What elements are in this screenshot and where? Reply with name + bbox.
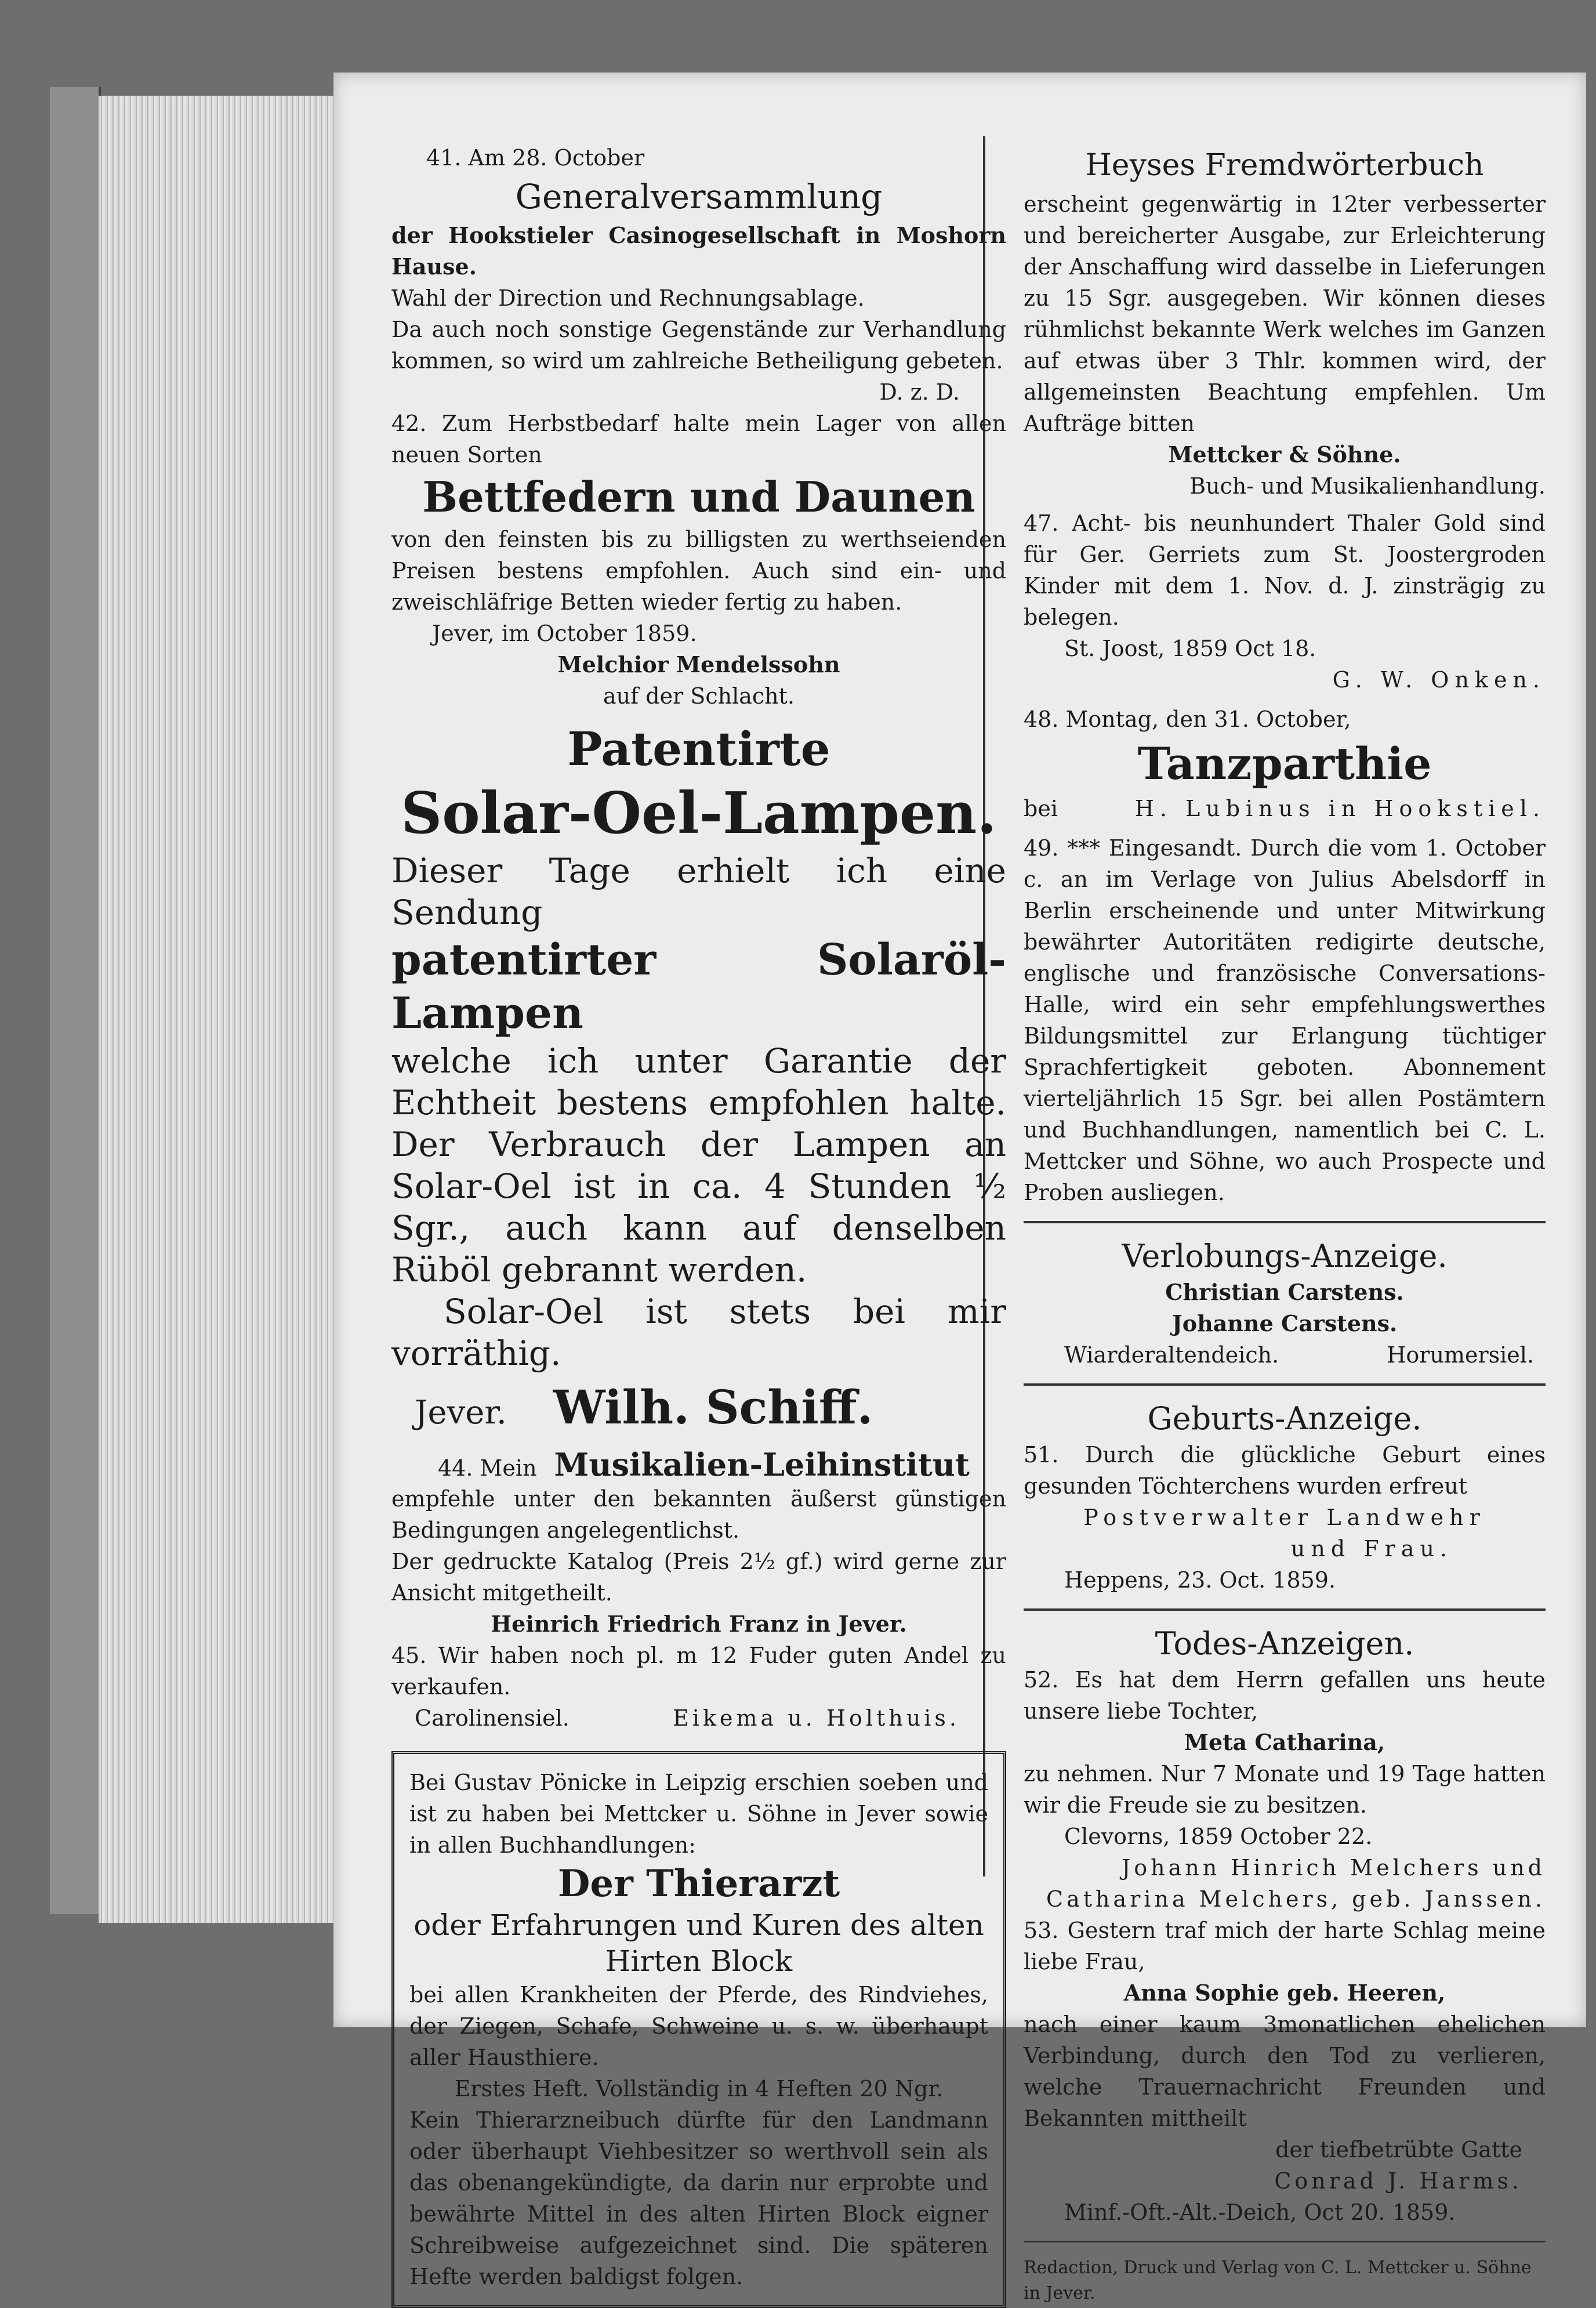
rule-2 [1024, 1383, 1546, 1386]
a41-line1: Wahl der Direction und Rechnungsablage. [391, 285, 865, 311]
a44-signature: Heinrich Friedrich Franz in Jever. [491, 1611, 907, 1637]
a53-body: 53. Gestern traf mich der harte Schlag meine liebe Frau, [1024, 1918, 1546, 1974]
a44-head: 44. Mein [438, 1455, 537, 1481]
lamp-place: Jever. [415, 1394, 507, 1432]
a53-signature: der tiefbetrübte Gatte [1275, 2137, 1522, 2162]
a44-title: Musikalien-Leihinstitut [554, 1446, 970, 1483]
box-line2: bei allen Krankheiten der Pferde, des Rindviehes, der Ziegen, Schafe, Schweine u. s. w. überhaupt aller Hausthiere. [409, 1982, 988, 2070]
a48-title: Tanzparthie [1137, 738, 1432, 789]
a47-date: St. Joost, 1859 Oct 18. [1064, 636, 1316, 661]
heyse-signature: Mettcker & Söhne. [1168, 441, 1401, 468]
book-spine [50, 87, 101, 1914]
right-column [1024, 142, 1546, 2306]
a42-signature2: auf der Schlacht. [603, 683, 795, 709]
heyse-body: erscheint gegenwärtig in 12ter verbesserter und bereicherter Ausgabe, zur Erleichterung der Anschaffung wird dasselbe in Lieferungen zu 15 Sgr. ausgegeben. Wir können dieses rühmlichst bekannte Werk welches im Ganzen auf etwas über 3 Thlr. kommen wird, der allgemeinsten Beachtung empfehlen. Um Aufträge bitten [1024, 191, 1546, 436]
box-line3: Erstes Heft. Vollständig in 4 Heften 20 Ngr. [454, 2076, 944, 2102]
a41-line2: Da auch noch sonstige Gegenstände zur Verhandlung kommen, so wird um zahlreiche Betheiligung gebeten. [391, 317, 1006, 374]
a41-title: Generalversammlung [515, 177, 883, 216]
a52-signature2: Catharina Melchers, geb. Janssen. [1046, 1886, 1546, 1912]
a42-title: Bettfedern und Daunen [422, 472, 975, 521]
lamp-line2: patentirter Solaröl-Lampen [391, 935, 1006, 1038]
lamp-line3: welche ich unter Garantie der Echtheit bestens empfohlen halte. Der Verbrauch der Lampen an Solar-Oel ist in ca. 4 Stunden ½ Sgr., auch kann auf denselben Rüböl gebrannt werden. [391, 1041, 1006, 1289]
a45-place: Carolinensiel. [415, 1705, 570, 1731]
a52-date: Clevorns, 1859 October 22. [1064, 1824, 1373, 1849]
a53-date: Minf.-Oft.-Alt.-Deich, Oct 20. 1859. [1064, 2200, 1456, 2225]
heyse-title: Heyses Fremdwörterbuch [1085, 148, 1484, 183]
a53-signature2: Conrad J. Harms. [1274, 2168, 1522, 2194]
box-line1: Bei Gustav Pönicke in Leipzig erschien soeben und ist zu haben bei Mettcker u. Söhne in Jever sowie in allen Buchhandlungen: [409, 1770, 988, 1858]
a52-body2: zu nehmen. Nur 7 Monate und 19 Tage hatten wir die Freude sie zu besitzen. [1024, 1761, 1546, 1818]
a48-bei: bei [1024, 796, 1058, 821]
left-column [391, 142, 1006, 2308]
a51-body: 51. Durch die glückliche Geburt eines gesunden Töchterchens wurden erfreut [1024, 1442, 1546, 1499]
footer-imprint: Redaction, Druck und Verlag von C. L. Mettcker u. Söhne in Jever. [1024, 2258, 1532, 2303]
verlobung-name2: Johanne Carstens. [1171, 1310, 1398, 1336]
a48-head: 48. Montag, den 31. October, [1024, 706, 1351, 732]
a48-signature: H. Lubinus in Hookstiel. [1134, 796, 1546, 821]
lamp-line1: Dieser Tage erhielt ich eine Sendung [391, 851, 1006, 932]
a53-body2: nach einer kaum 3monatlichen ehelichen Verbindung, durch den Tod zu verlieren, welche Trauernachricht Freunden und Bekannten mittheilt [1024, 2012, 1546, 2131]
a42-date: Jever, im October 1859. [432, 621, 697, 646]
box-title: Der Thierarzt [557, 1862, 840, 1905]
a53-name: Anna Sophie geb. Heeren, [1123, 1980, 1446, 2006]
a45-signature: Eikema u. Holthuis. [673, 1705, 960, 1731]
geburt-title: Geburts-Anzeige. [1147, 1400, 1422, 1437]
page-edges [99, 96, 336, 1923]
newspaper-page [333, 73, 1586, 2303]
lamp-signature: Wilh. Schiff. [553, 1380, 873, 1434]
verlobung-place2: Horumersiel. [1387, 1342, 1534, 1368]
todes-title: Todes-Anzeigen. [1155, 1625, 1414, 1662]
thierarzt-ad-box [391, 1751, 1006, 2308]
rule-3 [1024, 1608, 1546, 1611]
rule-1 [1024, 1221, 1546, 1223]
a44-line2: Der gedruckte Katalog (Preis 2½ gf.) wird gerne zur Ansicht mitgetheilt. [391, 1549, 1006, 1606]
heyse-signature2: Buch- und Musikalienhandlung. [1189, 473, 1546, 499]
a42-line2: von den feinsten bis zu billigsten zu werthseienden Preisen bestens empfohlen. Auch sind ein- und zweischläfrige Betten wieder fertig zu haben. [391, 527, 1006, 615]
a41-sub: der Hookstieler Casinogesellschaft in Moshorn Hause. [391, 222, 1006, 280]
verlobung-name1: Christian Carstens. [1165, 1279, 1404, 1305]
a41-head: 41. Am 28. October [426, 145, 645, 171]
a51-signature2: und Frau. [1290, 1536, 1453, 1561]
a52-signature: Johann Hinrich Melchers und [1122, 1855, 1546, 1881]
a42-line1: 42. Zum Herbstbedarf halte mein Lager von allen neuen Sorten [391, 411, 1006, 468]
a52-body: 52. Es hat dem Herrn gefallen uns heute unsere liebe Tochter, [1024, 1667, 1546, 1724]
a44-line1: empfehle unter den bekannten äußerst günstigen Bedingungen angelegentlichst. [391, 1486, 1006, 1543]
a47-body: 47. Acht- bis neunhundert Thaler Gold sind für Ger. Gerriets zum St. Joostergroden Kinder mit dem 1. Nov. d. J. zinsträgig zu belegen. [1024, 510, 1546, 630]
box-subtitle: oder Erfahrungen und Kuren des alten Hirten Block [413, 1908, 984, 1978]
a51-date: Heppens, 23. Oct. 1859. [1064, 1567, 1336, 1593]
a52-name: Meta Catharina, [1184, 1729, 1385, 1755]
a47-signature: G. W. Onken. [1332, 667, 1546, 693]
rule-4 [1024, 2241, 1546, 2242]
a42-signature: Melchior Mendelssohn [557, 651, 840, 677]
verlobung-title: Verlobungs-Anzeige. [1122, 1238, 1448, 1274]
lamp-title2: Solar-Oel-Lampen. [401, 780, 997, 847]
a51-signature: Postverwalter Landwehr [1083, 1505, 1486, 1530]
verlobung-place1: Wiarderaltendeich. [1064, 1342, 1279, 1368]
lamp-line4: Solar-Oel ist stets bei mir vorräthig. [391, 1292, 1006, 1373]
a41-signature: D. z. D. [879, 379, 960, 405]
lamp-title1: Patentirte [567, 722, 830, 776]
box-line4: Kein Thierarzneibuch dürfte für den Landmann oder überhaupt Viehbesitzer so werthvoll sein als das obenangekündigte, da darin nur erprobte und bewährte Mittel in des alten Hirten Block eigner Schreibweise aufgezeichnet sind. Die späteren Hefte werden baldigst folgen. [409, 2107, 988, 2289]
a45-line1: 45. Wir haben noch pl. m 12 Fuder guten Andel zu verkaufen. [391, 1643, 1006, 1700]
a49-body: 49. *** Eingesandt. Durch die vom 1. October c. an im Verlage von Julius Abelsdorff in Berlin erscheinende und unter Mitwirkung bewährter Autoritäten redigirte deutsche, englische und französische Conversations-Halle, wird ein sehr empfehlungswerthes Bildungsmittel zur Erlangung tüchtiger Sprachfertigkeit geboten. Abonnement vierteljährlich 15 Sgr. bei allen Postämtern und Buchhandlungen, namentlich bei C. L. Mettcker und Söhne, wo auch Prospecte und Proben ausliegen. [1024, 835, 1546, 1205]
